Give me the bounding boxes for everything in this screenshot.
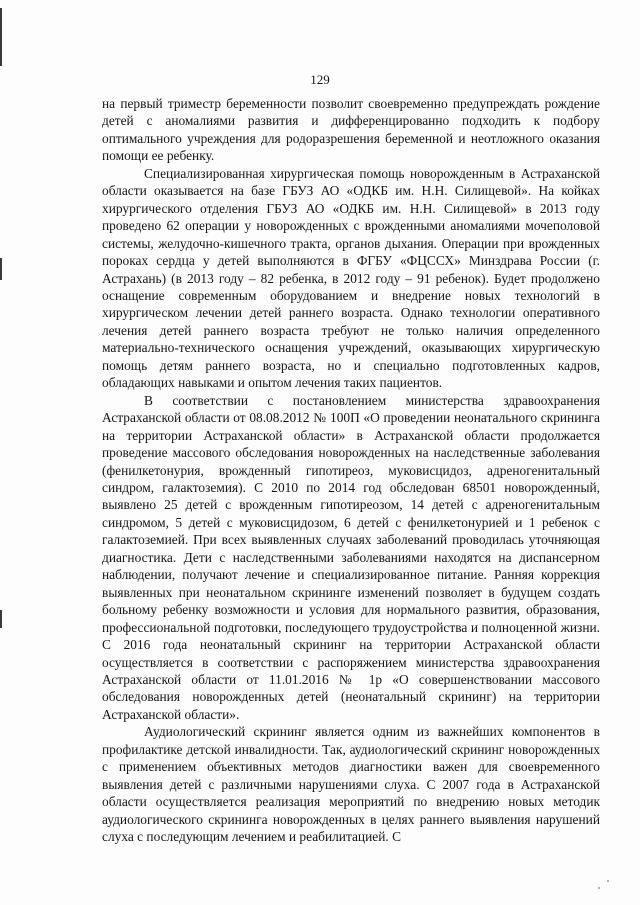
- scan-speck: [607, 880, 609, 882]
- paragraph-continuation: на первый триместр беременности позволит своевременно предупреждать рождение детей с аномалиями развития и дифференцированно подходить к подбору оптимального учреждения для родоразрешения беременной и неотложного оказания помощи ее ребенку.: [102, 96, 600, 164]
- paragraph-surgical-care: Специализированная хирургическая помощь новорожденным в Астраханской области оказывается на базе ГБУЗ АО «ОДКБ им. Н.Н. Силищевой». На койках хирургического отделения ГБУЗ АО «ОДКБ им. Н.Н. Силищевой» в 2013 году проведено 62 операции у новорожденных с врожденными аномалиями мочеполовой системы, желудочно-кишечного тракта, органов дыхания. Операции при врожденных пороках сердца у детей выполняются в ФГБУ «ФЦССХ» Минздрава России (г. Астрахань) (в 2013 году – 82 ребенка, в 2012 году – 91 ребенок). Будет продолжено оснащение современным оборудованием и внедрение новых технологий в хирургическом лечении детей раннего возраста. Однако технологии оперативного лечения детей раннего возраста требуют не только наличия определенного материально-технического оснащения учреждений, оказывающих хирургическую помощь детям раннего возраста, но и специально подготовленных кадров, обладающих навыками и опытом лечения таких пациентов.: [102, 165, 600, 391]
- scan-edge-mark: [0, 610, 2, 628]
- paragraph-audiological-screening: Аудиологический скрининг является одним из важнейших компонентов в профилактике детской инвалидности. Так, аудиологический скрининг новорожденных с применением объективных методов диагностики важен для своевременного выявления детей с различными нарушениями слуха. С 2007 года в Астраханской области осуществляется реализация мероприятий по внедрению новых методик аудиологического скрининга новорожденных в целях раннего выявления нарушений слуха с последующим лечением и реабилитацией. С: [102, 724, 600, 845]
- scan-edge-mark: [0, 8, 2, 66]
- scan-speck: [598, 887, 600, 889]
- paragraph-neonatal-screening: В соответствии с постановлением министерства здравоохранения Астраханской области от 08.08.2012 № 100П «О проведении неонатального скрининга на территории Астраханской области» в Астраханской области продолжается проведение массового обследования новорожденных на наследственные заболевания (фенилкетонурия, врожденный гипотиреоз, муковисцидоз, адреногенитальный синдром, галактоземия). С 2010 по 2014 год обследован 68501 новорожденный, выявлено 25 детей с врожденным гипотиреозом, 14 детей с адреногенитальным синдромом, 5 детей с муковисцидозом, 6 детей с фенилкетонурией и 1 ребенок с галактоземией. При всех выявленных случаях заболеваний проводилась уточняющая диагностика. Дети с наследственными заболеваниями находятся на диспансерном наблюдении, получают лечение и специализированное питание. Ранняя коррекция выявленных при неонатальном скрининге изменений позволяет в будущем создать больному ребенку возможности и условия для нормального развития, образования, профессиональной подготовки, последующего трудоустройства и полноценной жизни. С 2016 года неонатальный скрининг на территории Астраханской области осуществляется в соответствии с распоряжением министерства здравоохранения Астраханской области от 11.01.2016 № 1р «О совершенствовании массового обследования новорожденных детей (неонатальный скрининг) на территории Астраханской области».: [102, 392, 600, 722]
- scan-edge-mark: [0, 258, 2, 280]
- page-number: 129: [310, 72, 330, 87]
- body-text: [102, 95, 600, 845]
